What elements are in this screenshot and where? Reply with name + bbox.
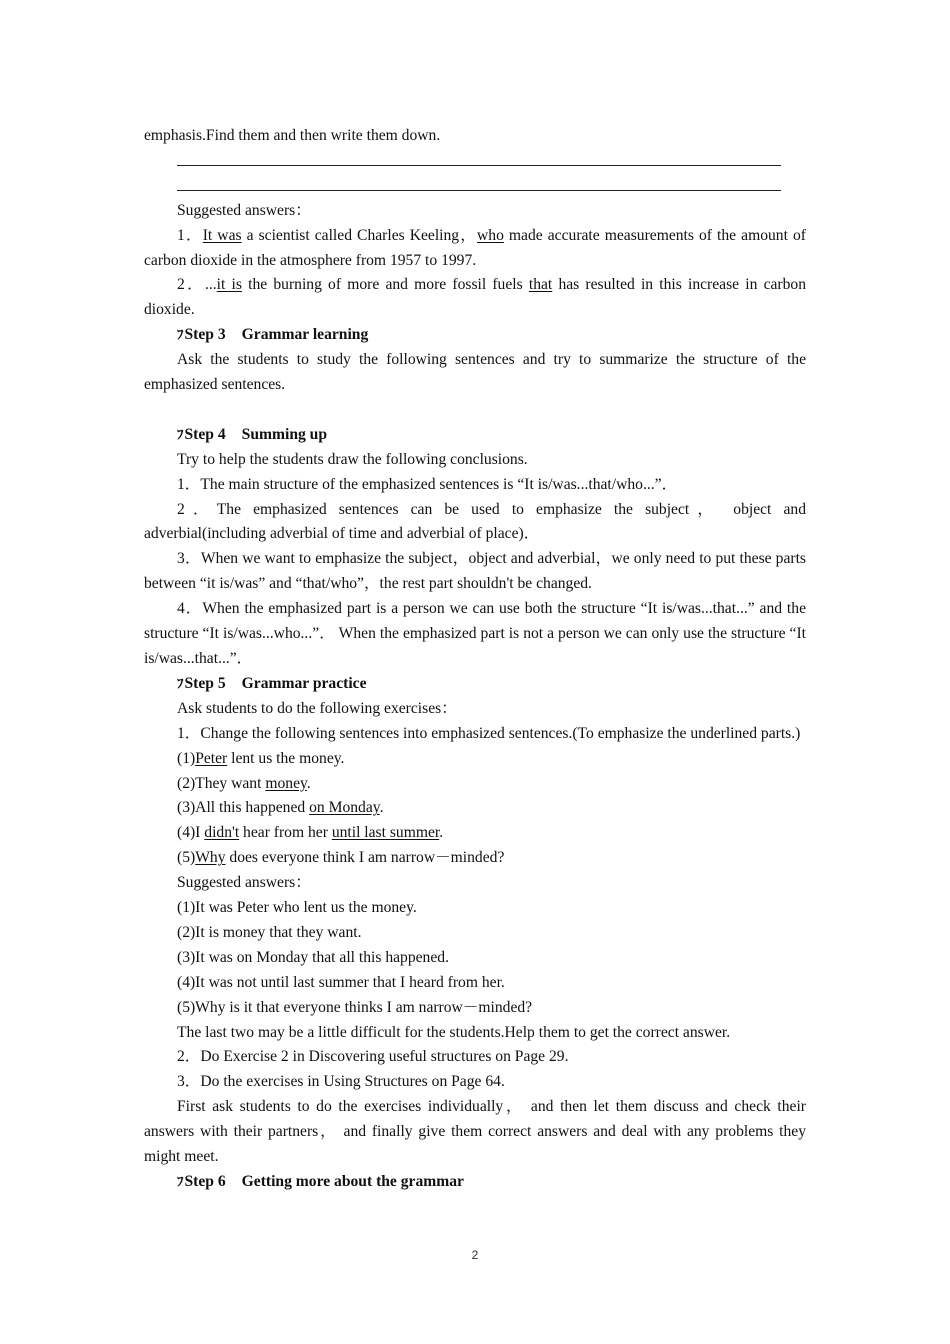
answer-item: (4)It was not until last summer that I heard from her. xyxy=(177,973,505,991)
answer-blank-line xyxy=(177,174,781,199)
exercise-task-3: 3．Do the exercises in Using Structures on Page 64. xyxy=(177,1073,505,1091)
underlined-phrase: Peter xyxy=(195,749,228,767)
intro-line: emphasis.Find them and then write them down. xyxy=(144,127,441,144)
item-text: . xyxy=(306,774,311,792)
answer-item: (2)It is money that they want. xyxy=(177,923,362,941)
item-text: (5) xyxy=(177,849,196,867)
item-text: (1) xyxy=(177,749,196,767)
item-text: (4)I xyxy=(177,824,205,842)
step-title: Grammar practice xyxy=(241,674,367,692)
step-label: Step 3 xyxy=(184,326,226,344)
conclusion-3: 3．When we want to emphasize the subject，object and adverbial，we only need to put these parts between “it is/was” and “that/who”，the rest part shouldn't be changed. xyxy=(144,550,806,593)
suggested-answers-heading: Suggested answers： xyxy=(177,201,311,219)
answer-text: a scientist called Charles Keeling， xyxy=(241,226,478,244)
step-marker-icon: ﾌ xyxy=(177,327,184,343)
step-5-closing: First ask students to do the exercises individually， and then let them discuss and check their answers with their partners， and finally give them correct answers and deal with any problems they might meet. xyxy=(144,1098,806,1166)
conclusion-2: 2．The emphasized sentences can be used to emphasize the subject， object and adverbial(including adverbial of time and adverbial of place)． xyxy=(144,500,806,543)
step-marker-icon: ﾌ xyxy=(177,675,184,691)
suggested-answer-1 xyxy=(144,224,806,274)
step-label: Step 5 xyxy=(184,674,226,692)
exercise-item-5 xyxy=(144,846,806,871)
page-number: 2 xyxy=(471,1248,479,1262)
conclusion-4: 4．When the emphasized part is a person we can use both the structure “It is/was...that...” and the structure “It is/was...who...”． When the emphasized part is not a person we can only use the structure “It is/was...that...”． xyxy=(144,600,806,667)
exercise-item-2 xyxy=(144,772,806,797)
exercise-item-4 xyxy=(144,821,806,846)
teacher-note: The last two may be a little difficult for the students.Help them to get the correct answer. xyxy=(177,1023,731,1041)
step-4-heading xyxy=(144,423,806,448)
page-content xyxy=(144,124,806,1195)
conclusion-1: 1．The main structure of the emphasized sentences is “It is/was...that/who...”． xyxy=(177,475,678,493)
item-text: . xyxy=(439,824,444,842)
answer-item: (3)It was on Monday that all this happened. xyxy=(177,948,449,966)
suggested-answers-heading: Suggested answers： xyxy=(177,874,311,892)
item-text: hear from her xyxy=(239,824,332,842)
step-3-text: Ask the students to study the following sentences and try to summarize the structure of the emphasized sentences. xyxy=(144,351,806,394)
step-marker-icon: ﾌ xyxy=(177,426,184,442)
underlined-phrase: that xyxy=(528,276,553,294)
item-text: lent us the money. xyxy=(227,749,345,767)
step-3-heading xyxy=(144,323,806,348)
item-text: does everyone think I am narrow－minded? xyxy=(225,849,505,867)
exercise-item-3 xyxy=(144,796,806,821)
underlined-phrase: until last summer xyxy=(331,824,440,842)
exercise-item-1 xyxy=(144,747,806,772)
answer-item: (5)Why is it that everyone thinks I am narrow－minded? xyxy=(177,998,533,1016)
spacer xyxy=(144,398,806,423)
item-text: (2)They want xyxy=(177,774,266,792)
answer-number: 2．... xyxy=(177,276,217,294)
step-6-heading xyxy=(144,1170,806,1195)
underlined-phrase: didn't xyxy=(204,824,240,842)
suggested-answer-2 xyxy=(144,273,806,323)
answer-text: has resulted in this increase in carbon dioxide. xyxy=(144,276,807,319)
answer-text: made accurate measurements of the amount of carbon dioxide in the atmosphere from 1957 to 1997. xyxy=(144,226,806,269)
underlined-phrase: on Monday xyxy=(309,799,380,817)
exercise-task-1: 1．Change the following sentences into emphasized sentences.(To emphasize the underlined parts.) xyxy=(177,724,801,742)
underlined-phrase: it is xyxy=(216,276,242,294)
answer-number: 1． xyxy=(177,226,203,244)
step-label: Step 6 xyxy=(184,1173,226,1191)
underlined-phrase: Why xyxy=(195,849,226,867)
answer-item: (1)It was Peter who lent us the money. xyxy=(177,899,417,917)
step-5-intro: Ask students to do the following exercises： xyxy=(177,699,457,717)
underlined-phrase: money xyxy=(265,774,307,792)
step-label: Step 4 xyxy=(184,425,226,443)
underlined-phrase: who xyxy=(477,226,504,244)
step-title: Summing up xyxy=(241,425,328,443)
item-text: . xyxy=(379,799,384,817)
answer-blank-line xyxy=(177,149,781,174)
step-title: Grammar learning xyxy=(241,326,369,344)
item-text: (3)All this happened xyxy=(177,799,310,817)
step-marker-icon: ﾌ xyxy=(177,1174,184,1190)
underlined-phrase: It was xyxy=(202,226,242,244)
step-5-heading xyxy=(144,672,806,697)
step-title: Getting more about the grammar xyxy=(241,1173,464,1191)
answer-text: the burning of more and more fossil fuels xyxy=(241,276,529,294)
step-4-intro: Try to help the students draw the following conclusions. xyxy=(177,450,528,468)
exercise-task-2: 2．Do Exercise 2 in Discovering useful structures on Page 29. xyxy=(177,1048,569,1066)
